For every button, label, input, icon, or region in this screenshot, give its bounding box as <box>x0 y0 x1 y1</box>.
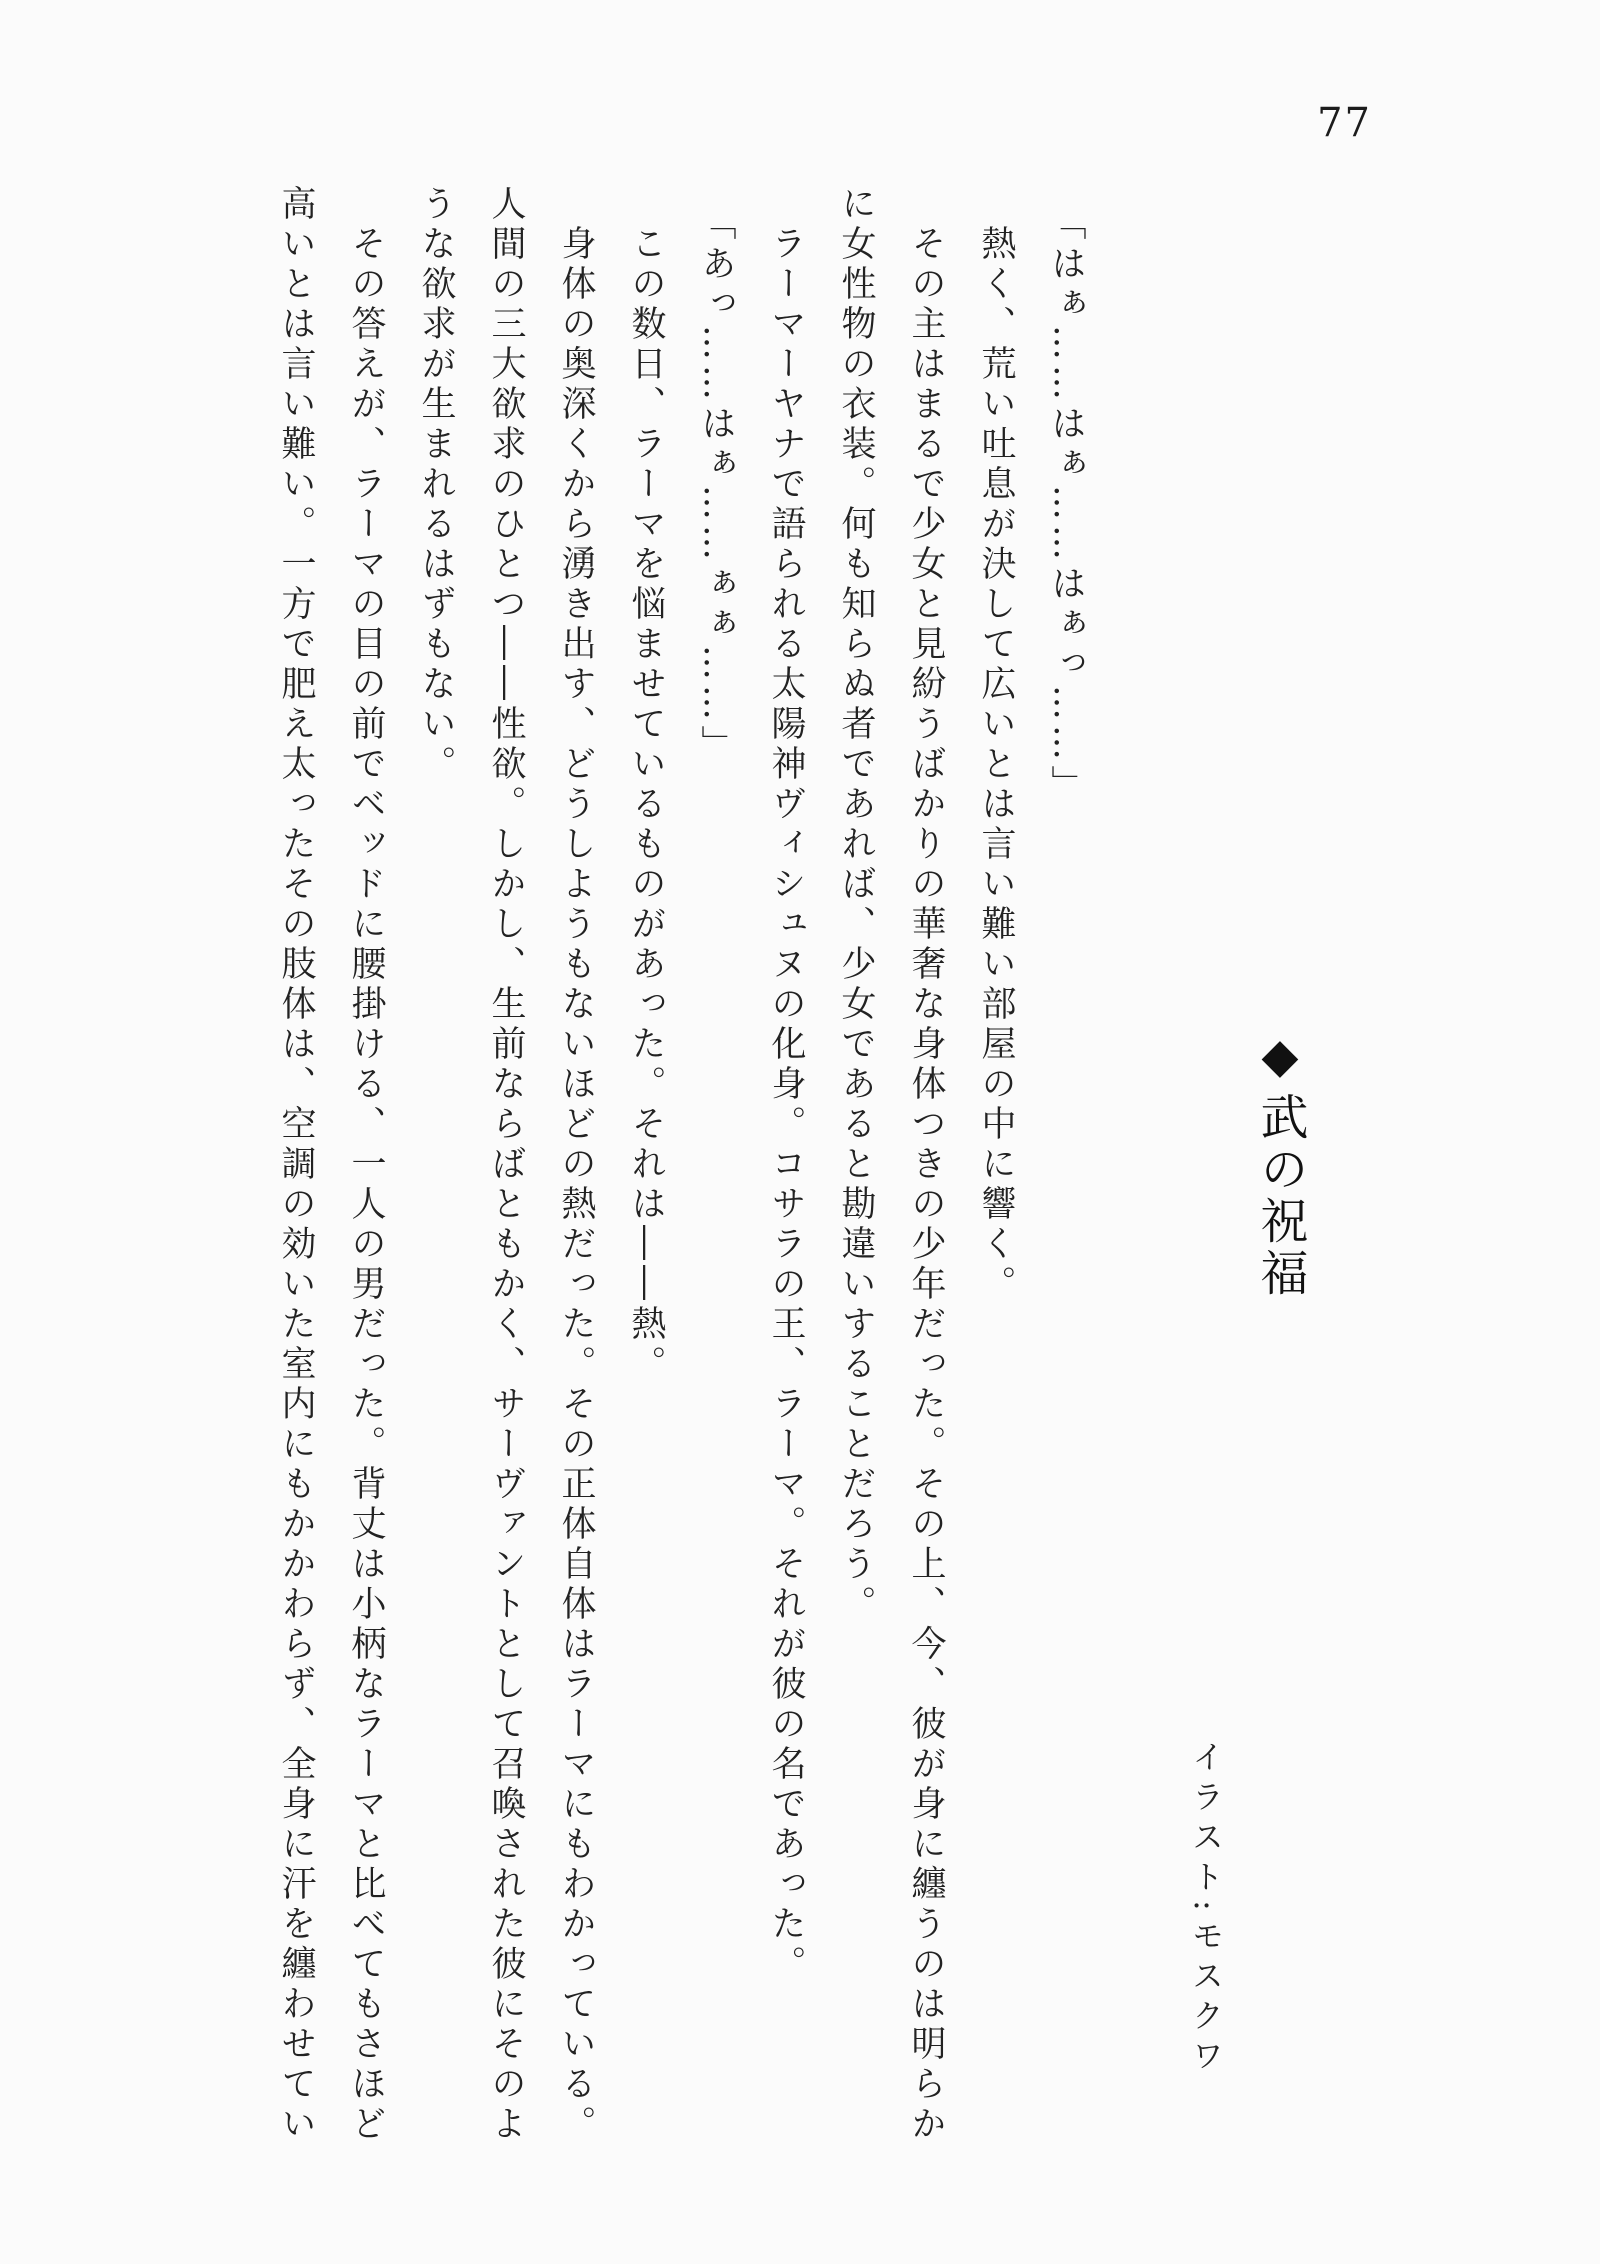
body-line: その答えが、ラーマの目の前でベッドに腰掛ける、一人の男だった。背丈は小柄なラーマと比べてもさほど <box>346 225 386 2145</box>
body-line: うな欲求が生まれるはずもない。 <box>416 185 456 785</box>
body-line: に女性物の衣装。何も知らぬ者であれば、少女であると勘違いすることだろう。 <box>836 185 876 1625</box>
diamond-icon: ◆ <box>1252 1028 1308 1092</box>
body-line: この数日、ラーマを悩ませているものがあった。それは――熱。 <box>626 225 666 1385</box>
body-text-block <box>261 185 1101 2205</box>
body-line: 人間の三大欲求のひとつ――性欲。しかし、生前ならばともかく、サーヴァントとして召喚された彼にそのよ <box>486 185 526 2145</box>
body-line: 身体の奥深くから湧き出す、どうしようもないほどの熱だった。その正体自体はラーマにもわかっている。 <box>556 225 596 2145</box>
body-line: 「あっ……はぁ……ぁぁ……」 <box>696 205 736 765</box>
body-line: ラーマーヤナで語られる太陽神ヴィシュヌの化身。コサラの王、ラーマ。それが彼の名であった。 <box>766 225 806 1985</box>
body-line: 「はぁ……はぁ……はぁっ……」 <box>1046 205 1086 805</box>
chapter-title-block <box>1252 1028 1308 1448</box>
body-line: その主はまるで少女と見紛うばかりの華奢な身体つきの少年だった。その上、今、彼が身に纏うのは明らか <box>906 225 946 2145</box>
chapter-title-text: 武の祝福 <box>1252 1092 1308 1300</box>
body-line: 高いとは言い難い。一方で肥え太ったその肢体は、空調の効いた室内にもかかわらず、全身に汗を纏わせてい <box>276 185 316 2145</box>
illustrator-credit: イラスト:モスクワ <box>1187 1740 1225 2079</box>
page-number: 77 <box>1317 100 1372 146</box>
body-line: 熱く、荒い吐息が決して広いとは言い難い部屋の中に響く。 <box>976 225 1016 1305</box>
